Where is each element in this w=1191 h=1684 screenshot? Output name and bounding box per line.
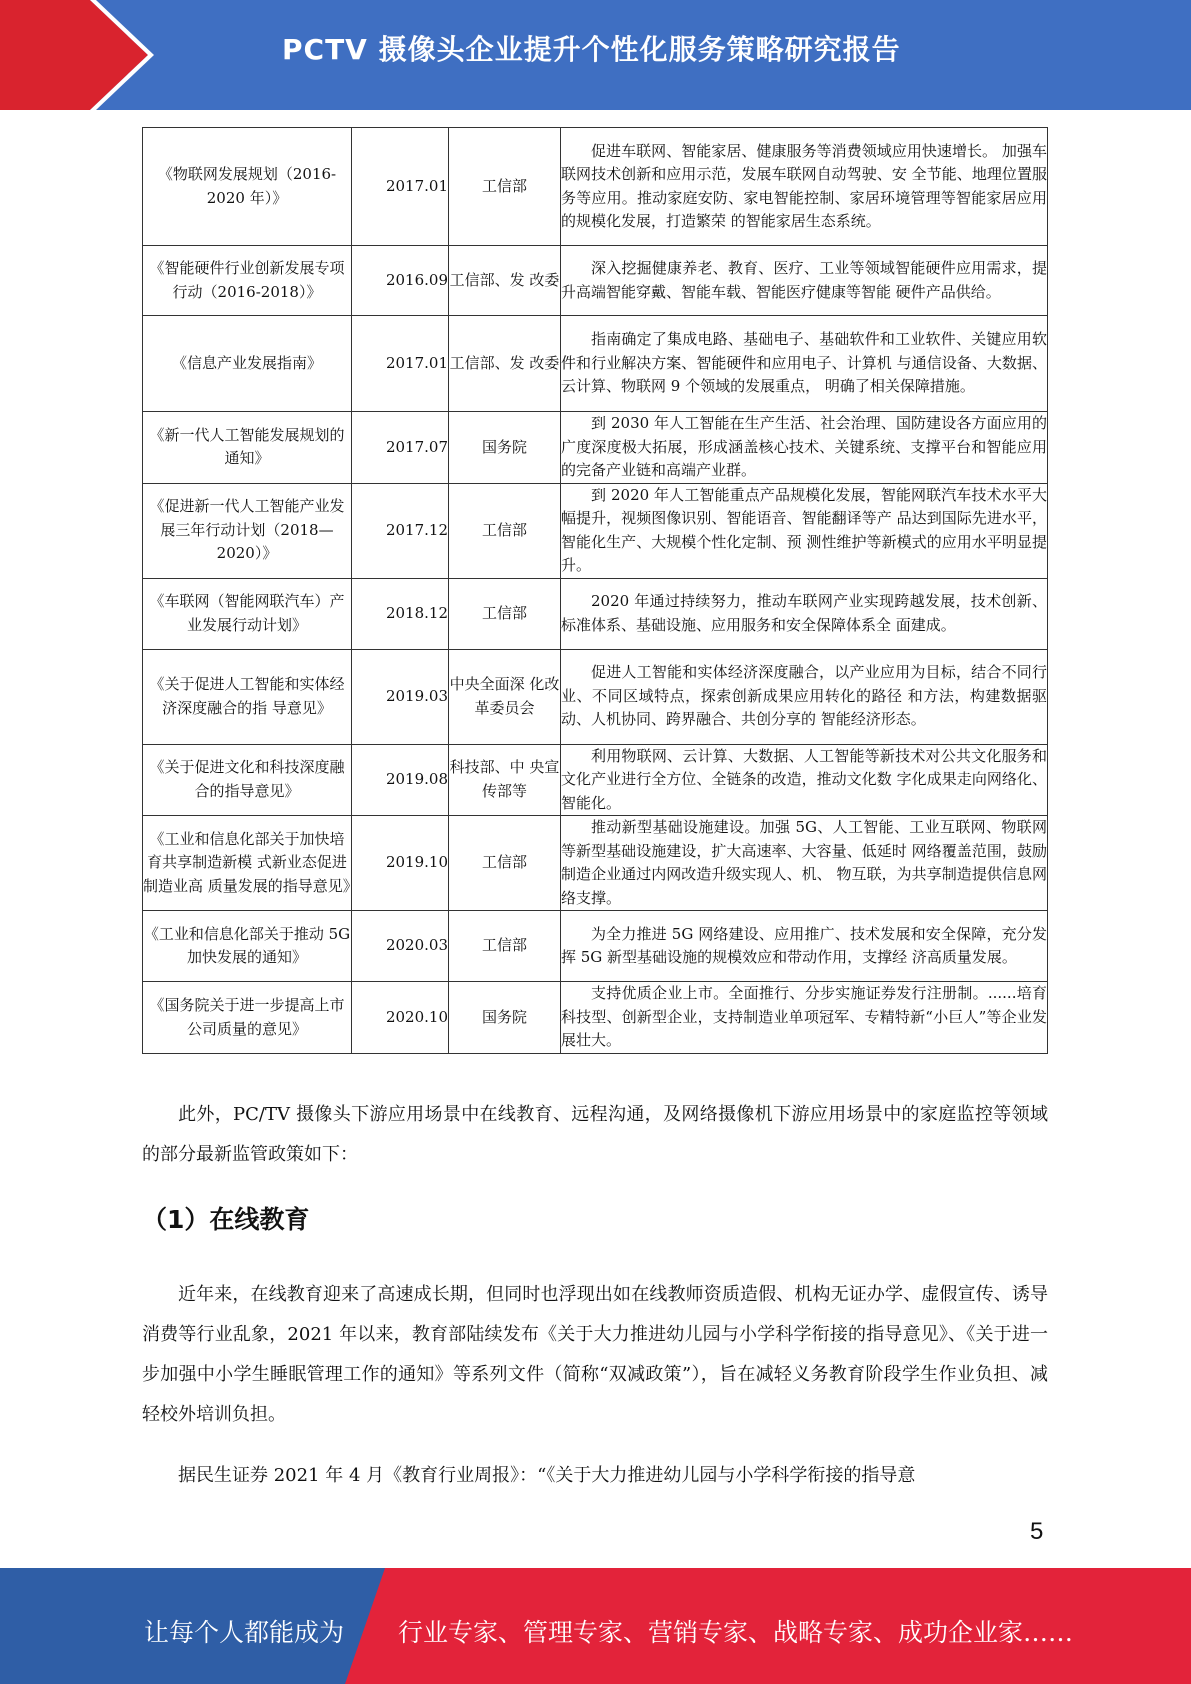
policy-desc-cell: 推动新型基础设施建设。加强 5G、人工智能、工业互联网、物联网等新型基础设施建设，扩大高速率、大容量、低延时 网络覆盖范围，鼓励制造企业通过内网改造升级实现人、机、 物互联，为共享制造提供信息网络支撑。 [561, 816, 1048, 911]
policy-dept-cell: 工信部 [449, 578, 561, 649]
policy-date-cell: 2020.10 [352, 982, 449, 1054]
body-paragraph-1: 此外，PC/TV 摄像头下游应用场景中在线教育、远程沟通，及网络摄像机下游应用场景中的家庭监控等领域的部分最新监管政策如下： [142, 1104, 1048, 1165]
body-paragraph-3: 据民生证券 2021 年 4 月《教育行业周报》：“《关于大力推进幼儿园与小学科学衔接的指导意 [178, 1465, 916, 1486]
section-heading: （1）在线教育 [142, 1205, 310, 1234]
policy-name-cell: 《工业和信息化部关于加快培育共享制造新模 式新业态促进制造业高 质量发展的指导意见》 [143, 816, 352, 911]
policy-desc-cell: 到 2030 年人工智能在生产生活、社会治理、国防建设各方面应用的广度深度极大拓展，形成涵盖核心技术、关键系统、支撑平台和智能应用的完备产业链和高端产业群。 [561, 412, 1048, 484]
policy-date-cell: 2019.08 [352, 744, 449, 816]
policy-desc-cell: 支持优质企业上市。全面推行、分步实施证券发行注册制。......培育科技型、创新型企业，支持制造业单项冠军、专精特新“小巨人”等企业发展壮大。 [561, 982, 1048, 1054]
policy-name-cell: 《新一代人工智能发展规划的通知》 [143, 412, 352, 484]
table-row [143, 316, 1048, 412]
policy-name-cell: 《物联网发展规划（2016-2020 年）》 [143, 128, 352, 246]
page-title: PCTV 摄像头企业提升个性化服务策略研究报告 [282, 33, 901, 66]
policy-date-cell: 2019.10 [352, 816, 449, 911]
policy-desc-cell: 2020 年通过持续努力，推动车联网产业实现跨越发展，技术创新、标准体系、基础设施、应用服务和安全保障体系全 面建成。 [561, 578, 1048, 649]
policy-dept-cell: 工信部、发 改委 [449, 246, 561, 316]
policy-date-cell: 2017.12 [352, 483, 449, 578]
policy-table [142, 127, 1048, 1054]
policy-desc-cell: 深入挖掘健康养老、教育、医疗、工业等领域智能硬件应用需求，提升高端智能穿戴、智能车载、智能医疗健康等智能 硬件产品供给。 [561, 246, 1048, 316]
footer-slogan-right: 行业专家、管理专家、营销专家、战略专家、成功企业家…… [398, 1618, 1074, 1647]
policy-desc-cell: 为全力推进 5G 网络建设、应用推广、技术发展和安全保障，充分发挥 5G 新型基础设施的规模效应和带动作用，支撑经 济高质量发展。 [561, 911, 1048, 982]
policy-dept-cell: 国务院 [449, 412, 561, 484]
policy-name-cell: 《国务院关于进一步提高上市公司质量的意见》 [143, 982, 352, 1054]
page-header [0, 0, 1191, 110]
policy-dept-cell: 工信部 [449, 483, 561, 578]
policy-name-cell: 《关于促进文化和科技深度融合的指导意见》 [143, 744, 352, 816]
policy-desc-cell: 到 2020 年人工智能重点产品规模化发展，智能网联汽车技术水平大幅提升，视频图像识别、智能语音、智能翻译等产 品达到国际先进水平，智能化生产、大规模个性化定制、预 测性维护等新模式的应用水平明显提升。 [561, 483, 1048, 578]
policy-dept-cell: 工信部 [449, 128, 561, 246]
table-row [143, 128, 1048, 246]
policy-desc-cell: 利用物联网、云计算、大数据、人工智能等新技术对公共文化服务和文化产业进行全方位、全链条的改造，推动文化数 字化成果走向网络化、智能化。 [561, 744, 1048, 816]
table-row [143, 816, 1048, 911]
policy-date-cell: 2017.07 [352, 412, 449, 484]
page-number: 5 [1030, 1518, 1044, 1545]
table-row [143, 649, 1048, 744]
policy-name-cell: 《工业和信息化部关于推动 5G 加快发展的通知》 [143, 911, 352, 982]
policy-date-cell: 2018.12 [352, 578, 449, 649]
policy-dept-cell: 国务院 [449, 982, 561, 1054]
footer-slogan-left: 让每个人都能成为 [144, 1618, 345, 1647]
policy-dept-cell: 工信部、发 改委 [449, 316, 561, 412]
policy-date-cell: 2017.01 [352, 128, 449, 246]
policy-date-cell: 2017.01 [352, 316, 449, 412]
table-row [143, 982, 1048, 1054]
page-footer [0, 1568, 1191, 1684]
policy-date-cell: 2020.03 [352, 911, 449, 982]
table-row [143, 246, 1048, 316]
policy-desc-cell: 促进人工智能和实体经济深度融合，以产业应用为目标，结合不同行业、不同区域特点，探索创新成果应用转化的路径 和方法，构建数据驱动、人机协同、跨界融合、共创分享的 智能经济形态。 [561, 649, 1048, 744]
body-paragraph-2: 近年来，在线教育迎来了高速成长期，但同时也浮现出如在线教师资质造假、机构无证办学、虚假宣传、诱导消费等行业乱象，2021 年以来，教育部陆续发布《关于大力推进幼儿园与小学科学衔接的指导意见》、《关于进一步加强中小学生睡眠管理工作的通知》等系列文件（简称“双减政策”），旨在减轻义务教育阶段学生作业负担、减轻校外培训负担。 [142, 1284, 1048, 1425]
policy-date-cell: 2016.09 [352, 246, 449, 316]
table-row [143, 578, 1048, 649]
policy-name-cell: 《促进新一代人工智能产业发展三年行动计划（2018—2020）》 [143, 483, 352, 578]
policy-name-cell: 《车联网（智能网联汽车）产业发展行动计划》 [143, 578, 352, 649]
table-row [143, 911, 1048, 982]
table-row [143, 412, 1048, 484]
policy-name-cell: 《关于促进人工智能和实体经济深度融合的指 导意见》 [143, 649, 352, 744]
policy-desc-cell: 指南确定了集成电路、基础电子、基础软件和工业软件、关键应用软件和行业解决方案、智能硬件和应用电子、计算机 与通信设备、大数据、云计算、物联网 9 个领域的发展重点， 明确了相关保障措施。 [561, 316, 1048, 412]
policy-name-cell: 《信息产业发展指南》 [143, 316, 352, 412]
policy-name-cell: 《智能硬件行业创新发展专项行动（2016-2018）》 [143, 246, 352, 316]
policy-dept-cell: 科技部、中 央宣传部等 [449, 744, 561, 816]
policy-date-cell: 2019.03 [352, 649, 449, 744]
policy-dept-cell: 工信部 [449, 911, 561, 982]
policy-desc-cell: 促进车联网、智能家居、健康服务等消费领域应用快速增长。 加强车联网技术创新和应用示范，发展车联网自动驾驶、安 全节能、地理位置服务等应用。推动家庭安防、家电智能控制、家居环境管理等智能家居应用的规模化发展，打造繁荣 的智能家居生态系统。 [561, 128, 1048, 246]
policy-dept-cell: 工信部 [449, 816, 561, 911]
policy-dept-cell: 中央全面深 化改革委员会 [449, 649, 561, 744]
table-row [143, 744, 1048, 816]
table-row [143, 483, 1048, 578]
